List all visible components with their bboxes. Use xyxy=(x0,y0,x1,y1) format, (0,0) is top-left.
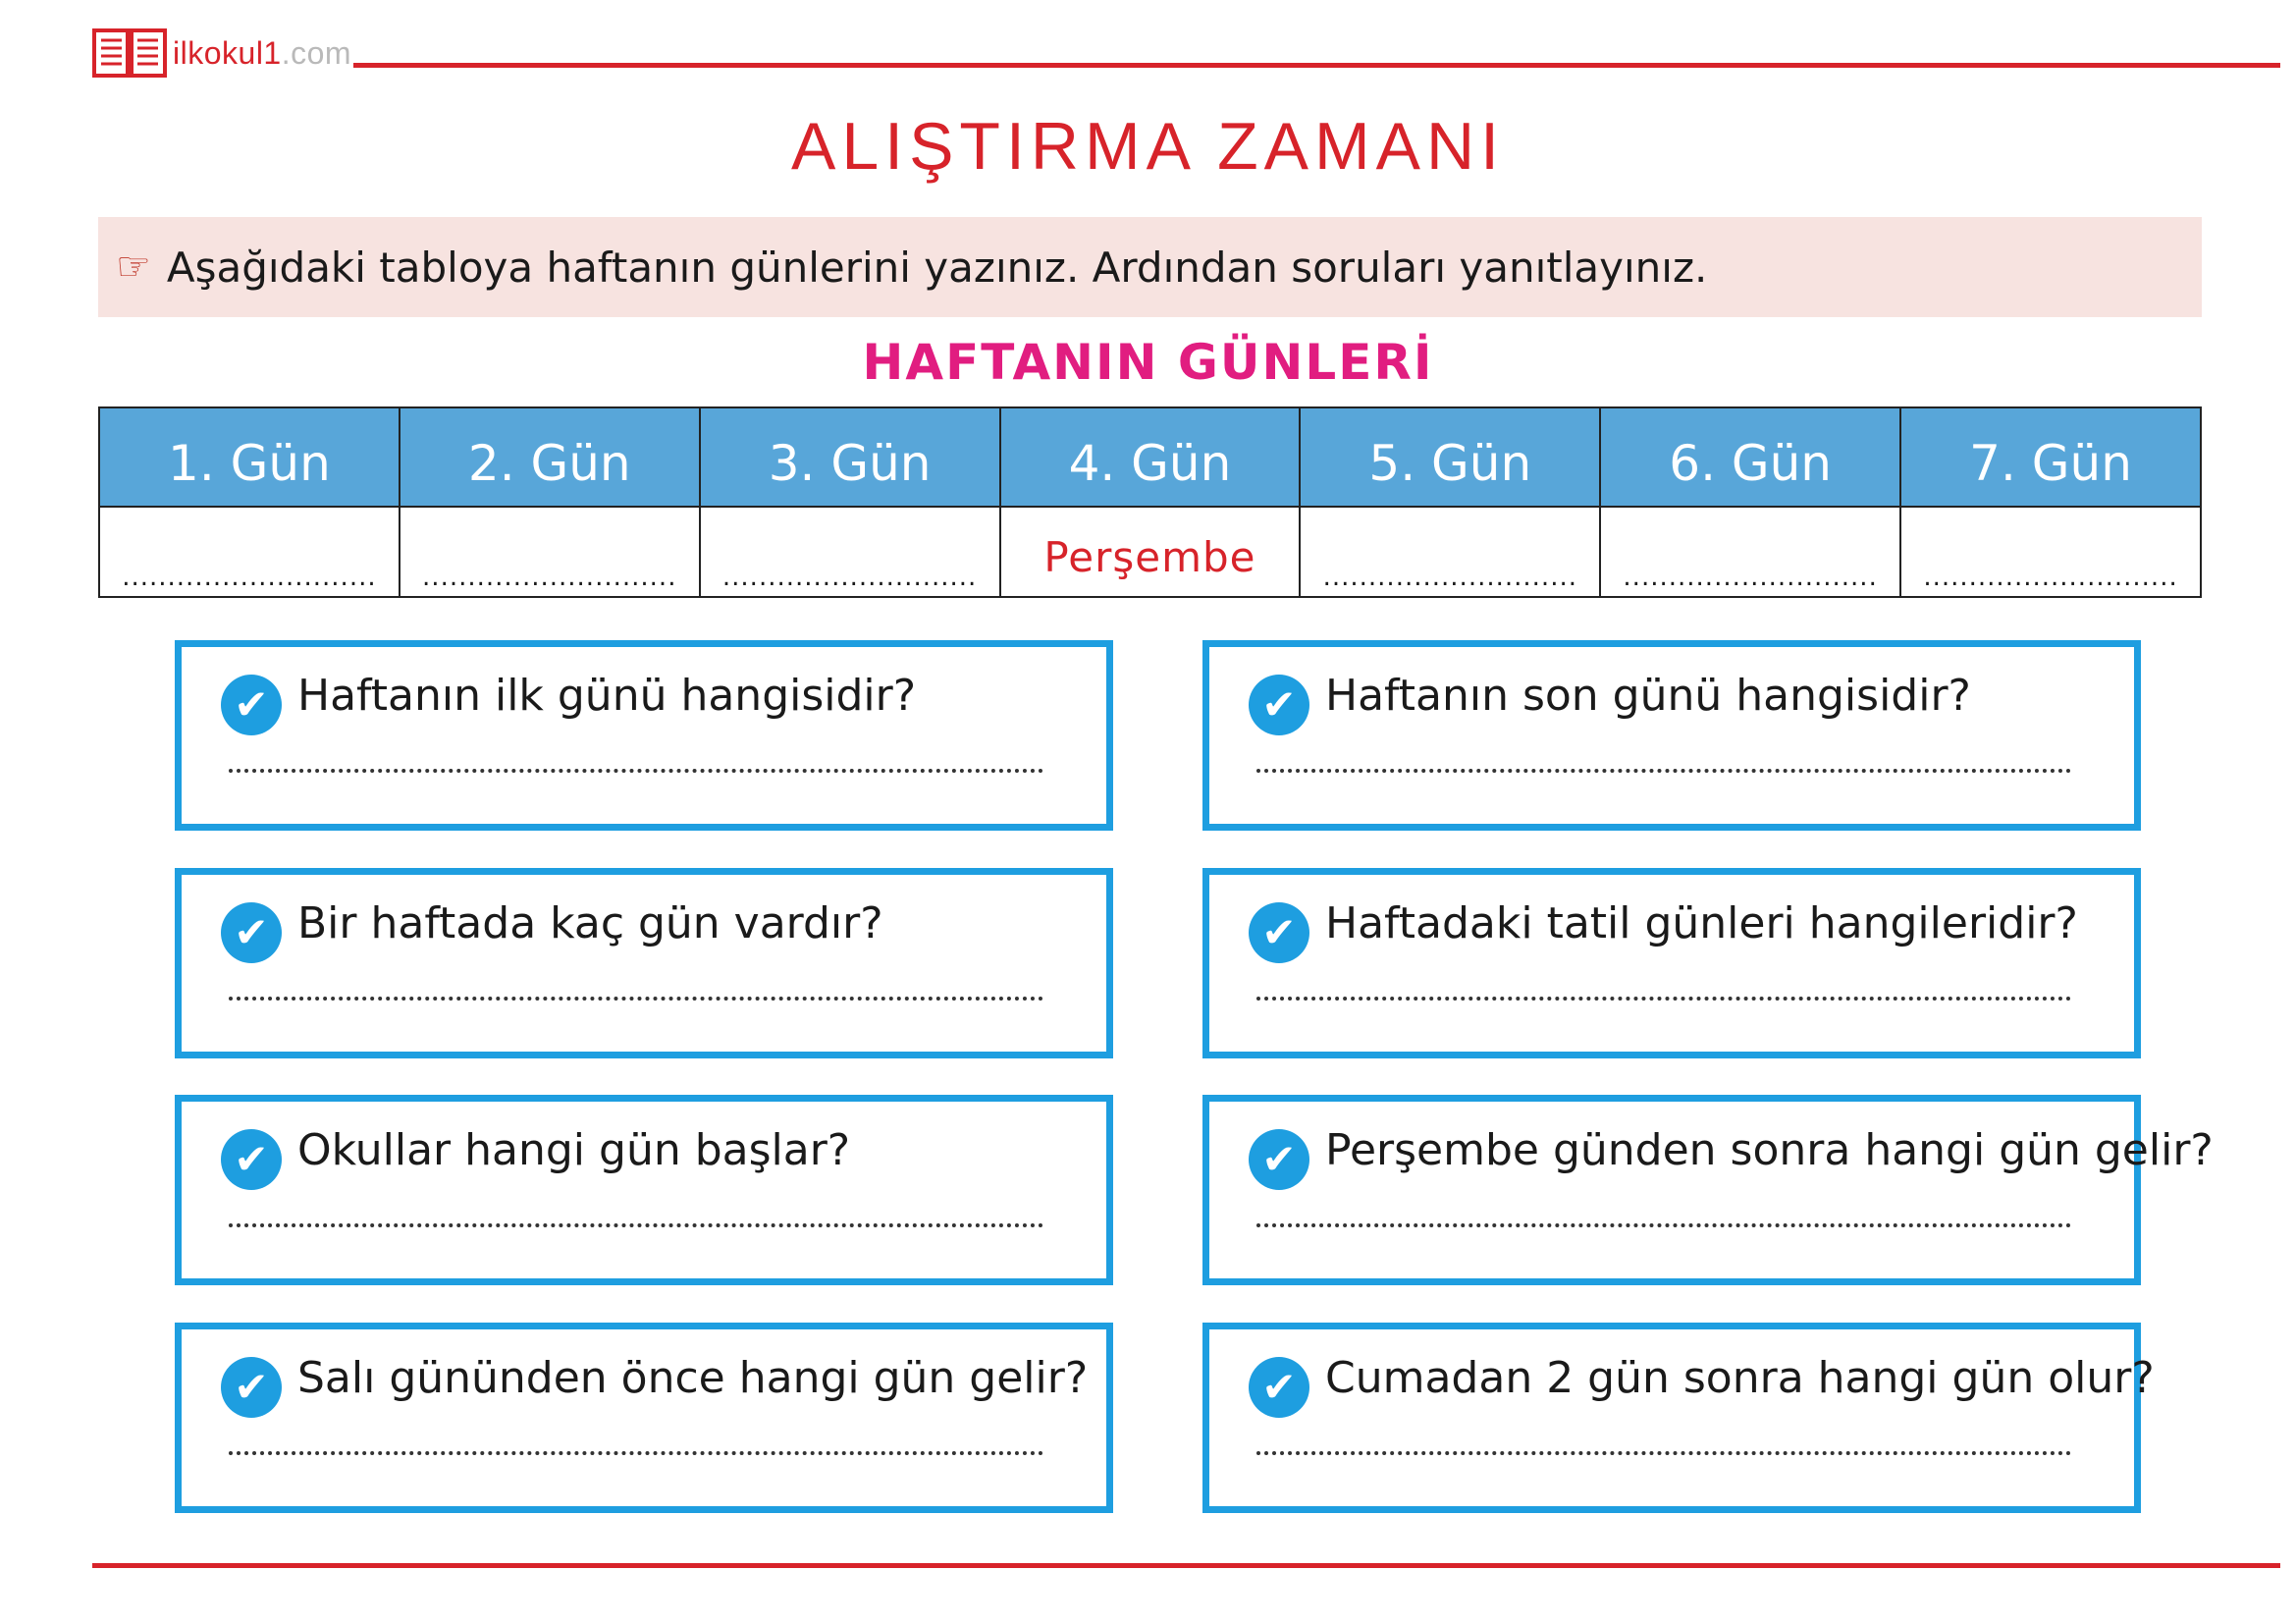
check-icon: ✔ xyxy=(221,1357,282,1418)
answer-line[interactable] xyxy=(229,769,1043,773)
question-text: Haftanın ilk günü hangisidir? xyxy=(297,671,917,721)
instruction-banner xyxy=(98,217,2202,317)
logo-main: ilkokul1 xyxy=(173,34,282,71)
day-answer-1[interactable]: ............................ xyxy=(99,507,400,597)
day-header-6: 6. Gün xyxy=(1600,407,1900,507)
check-icon: ✔ xyxy=(221,902,282,963)
logo xyxy=(92,24,351,82)
question-text: Perşembe günden sonra hangi gün gelir? xyxy=(1325,1125,2214,1175)
day-answer-6[interactable]: ............................ xyxy=(1600,507,1900,597)
question-box xyxy=(175,1095,1113,1285)
check-icon: ✔ xyxy=(221,675,282,735)
question-box xyxy=(1202,1095,2214,1285)
book-icon xyxy=(92,25,167,81)
question-text: Haftanın son günü hangisidir? xyxy=(1325,671,1971,721)
question-box xyxy=(175,640,1113,831)
day-answer-7[interactable]: ............................ xyxy=(1900,507,2201,597)
question-text: Bir haftada kaç gün vardır? xyxy=(297,898,883,948)
check-icon: ✔ xyxy=(1249,902,1309,963)
days-table xyxy=(98,406,2202,598)
question-text: Salı gününden önce hangi gün gelir? xyxy=(297,1353,1089,1403)
days-table-answer-row xyxy=(99,507,2201,597)
pointing-hand-icon: ☞ xyxy=(116,244,151,290)
answer-line[interactable] xyxy=(1256,1451,2071,1455)
answer-line[interactable] xyxy=(229,1451,1043,1455)
check-icon: ✔ xyxy=(221,1129,282,1190)
question-box xyxy=(1202,868,2141,1058)
answer-line[interactable] xyxy=(1256,997,2071,1001)
table-title: HAFTANIN GÜNLERİ xyxy=(862,334,1434,391)
answer-line[interactable] xyxy=(1256,769,2071,773)
day-answer-4: Perşembe xyxy=(1000,507,1301,597)
day-answer-5[interactable]: ............................ xyxy=(1300,507,1600,597)
days-table-header-row xyxy=(99,407,2201,507)
check-icon: ✔ xyxy=(1249,675,1309,735)
top-divider xyxy=(353,63,2280,68)
logo-text xyxy=(173,35,351,72)
bottom-divider xyxy=(92,1563,2280,1568)
question-box xyxy=(1202,1323,2155,1513)
answer-line[interactable] xyxy=(229,1223,1043,1227)
instruction-text: Aşağıdaki tabloya haftanın günlerini yazınız. Ardından soruları yanıtlayınız. xyxy=(166,243,1708,292)
answer-line[interactable] xyxy=(1256,1223,2071,1227)
day-header-3: 3. Gün xyxy=(700,407,1000,507)
check-icon: ✔ xyxy=(1249,1129,1309,1190)
answer-line[interactable] xyxy=(229,997,1043,1001)
question-text: Haftadaki tatil günleri hangileridir? xyxy=(1325,898,2078,948)
page-title: ALIŞTIRMA ZAMANI xyxy=(791,109,1505,184)
question-text: Okullar hangi gün başlar? xyxy=(297,1125,851,1175)
day-answer-3[interactable]: ............................ xyxy=(700,507,1000,597)
logo-suffix: .com xyxy=(281,34,352,71)
question-box xyxy=(175,1323,1113,1513)
day-header-1: 1. Gün xyxy=(99,407,400,507)
check-icon: ✔ xyxy=(1249,1357,1309,1418)
day-header-5: 5. Gün xyxy=(1300,407,1600,507)
day-header-7: 7. Gün xyxy=(1900,407,2201,507)
question-box xyxy=(1202,640,2141,831)
question-box xyxy=(175,868,1113,1058)
question-text: Cumadan 2 gün sonra hangi gün olur? xyxy=(1325,1353,2155,1403)
day-header-2: 2. Gün xyxy=(400,407,700,507)
day-header-4: 4. Gün xyxy=(1000,407,1301,507)
day-answer-2[interactable]: ............................ xyxy=(400,507,700,597)
